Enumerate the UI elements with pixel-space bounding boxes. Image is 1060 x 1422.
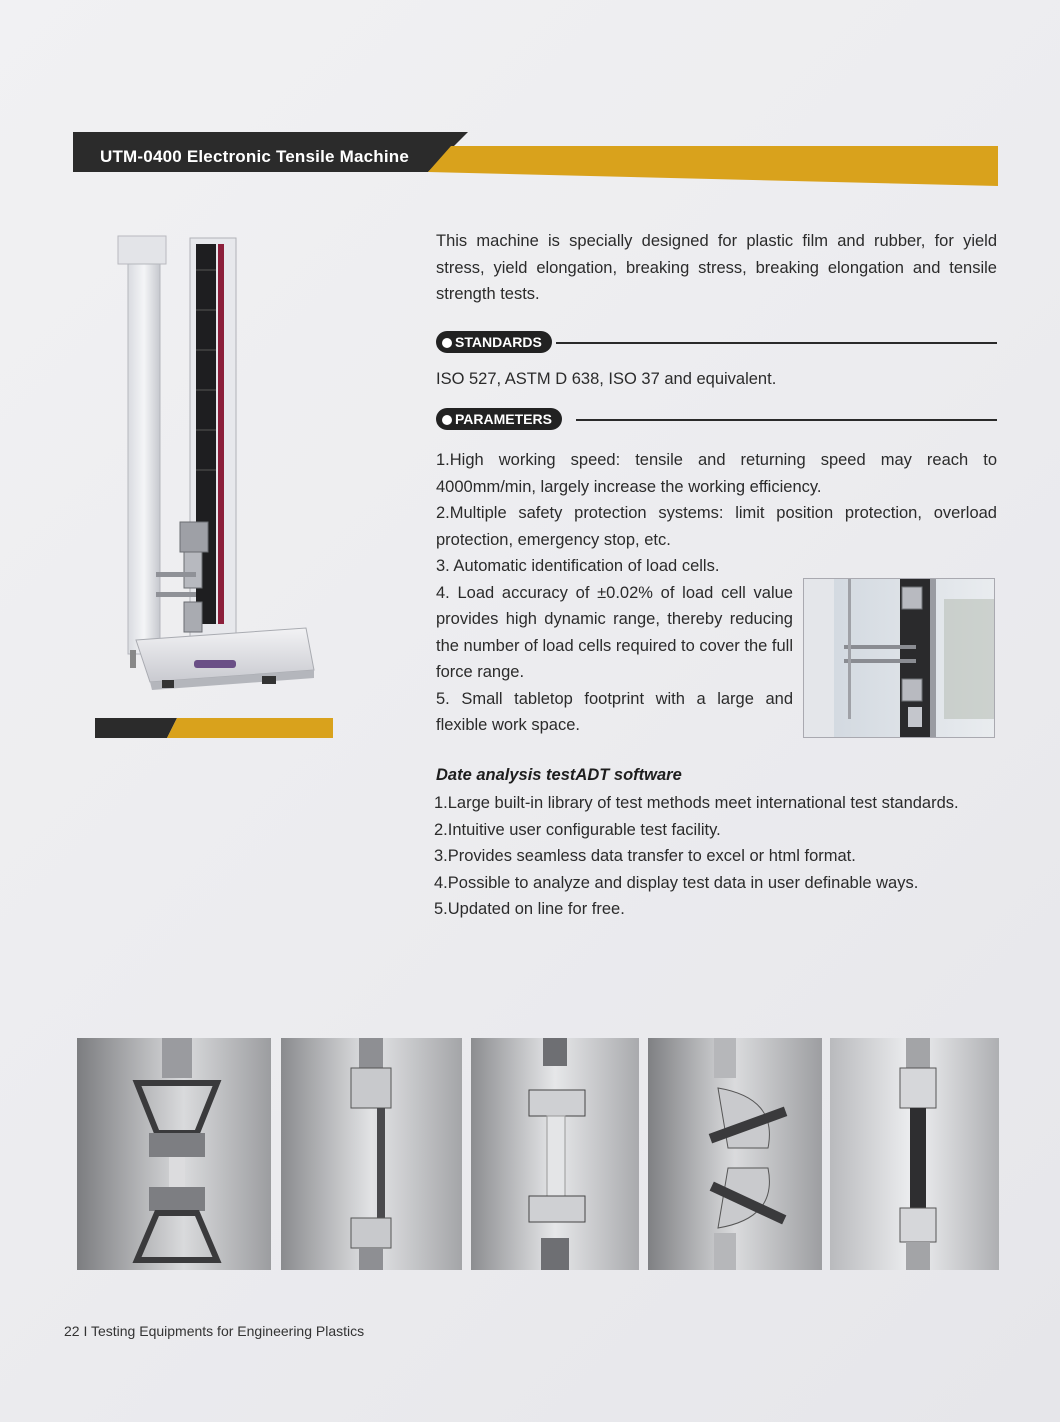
list-item: 5.Updated on line for free. [434,900,625,918]
list-item: 1.High working speed: tensile and returning speed may reach to 4000mm/min, largely increase the working efficiency. [436,451,997,496]
list-item: 5. Small tabletop footprint with a large and flexible work space. [436,689,793,734]
list-item: 1.Large built-in library of test methods meet international test standards. [434,794,959,812]
list-item: 2.Multiple safety protection systems: limit position protection, overload protection, emergency stop, etc. [436,504,997,549]
standards-label: STANDARDS [436,331,552,353]
section-divider [576,419,997,421]
list-item: 3.Provides seamless data transfer to excel or html format. [434,847,856,865]
software-list [434,790,994,923]
grip-photo-2 [281,1038,462,1270]
software-title: Date analysis testADT software [436,766,682,784]
grip-photo-5 [830,1038,999,1270]
parameters-label: PARAMETERS [436,408,562,430]
standards-heading [436,331,997,355]
list-item: 3. Automatic identification of load cells. [436,557,720,575]
grip-photo-3 [471,1038,639,1270]
intro-paragraph: This machine is specially designed for plastic film and rubber, for yield stress, yield elongation, breaking stress, breaking elongation and tensile strength tests. [436,232,997,303]
grip-photo-4 [648,1038,822,1270]
standards-text: ISO 527, ASTM D 638, ISO 37 and equivalent. [436,370,777,388]
list-item: 4. Load accuracy of ±0.02% of load cell value provides high dynamic range, thereby reducing the number of load cells required to cover the full force range. [436,583,793,681]
machine-photo [110,230,330,700]
list-item: 4.Possible to analyze and display test data in user definable ways. [434,873,919,892]
grip-photo-1 [77,1038,271,1270]
list-item: 2.Intuitive user configurable test facility. [434,820,721,839]
bullet-icon [442,338,452,348]
grip-closeup-photo [803,578,995,738]
bullet-icon [442,415,452,425]
machine-underline-bar [95,718,333,738]
page-title: UTM-0400 Electronic Tensile Machine [100,147,409,166]
page-footer: 22 I Testing Equipments for Engineering Plastics [64,1323,365,1339]
parameters-heading [436,408,997,432]
section-divider [556,342,997,344]
